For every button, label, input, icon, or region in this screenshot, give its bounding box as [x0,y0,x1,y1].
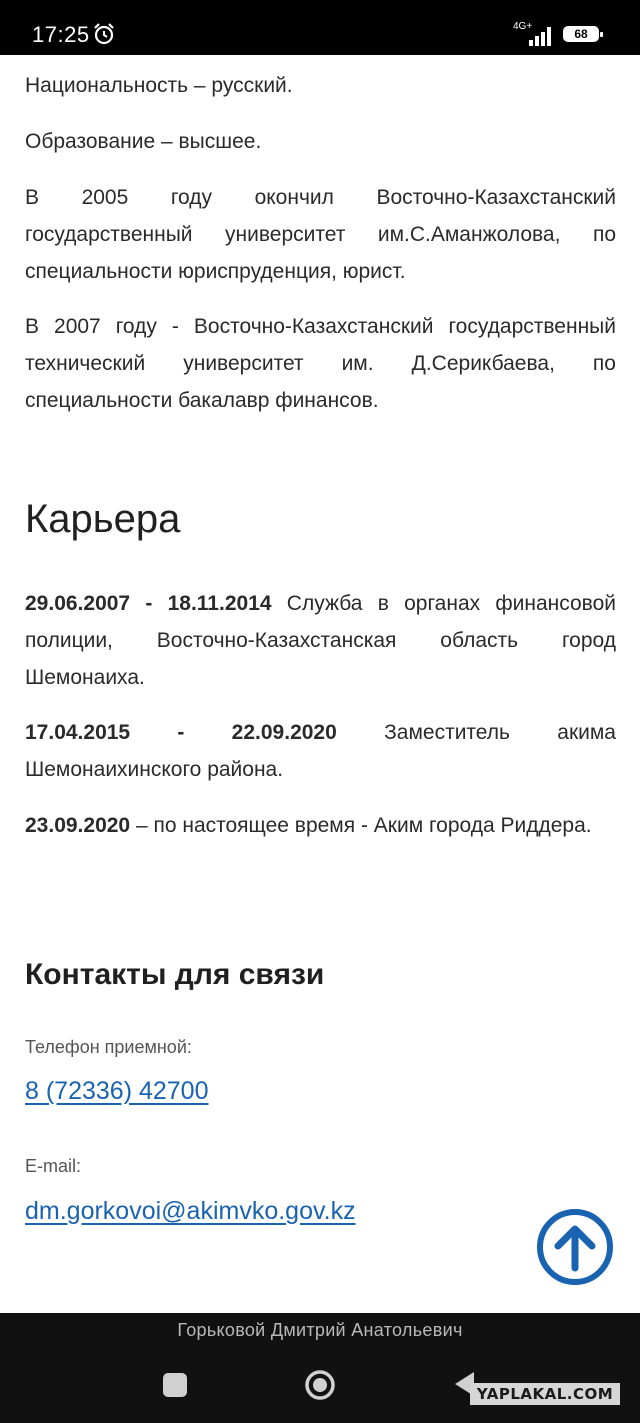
career-heading: Карьера [25,497,181,541]
career-item-dates: 17.04.2015 - 22.09.2020 [25,721,337,744]
nationality-text: Национальность – русский. [25,74,293,97]
career-item-text: Служба в органах финансовой полиции, Восточно-Казахстанская область город Шемонаиха. [25,592,616,689]
alarm-icon [92,22,116,46]
phone-link[interactable]: 8 (72336) 42700 [25,1077,209,1105]
education-entry-2007: В 2007 году - Восточно-Казахстанский государственный технический университет им. Д.Серикбаева, по специальности бакалавр финансов. [25,315,616,412]
career-item-text: Заместитель акима Шемонаихинского района. [25,721,616,781]
signal-icon [528,24,556,46]
career-item-dates: 29.06.2007 - 18.11.2014 [25,592,272,615]
battery-icon: 68 [563,26,599,42]
career-item [25,714,616,788]
watermark: YAPLAKAL.COM [470,1383,620,1405]
career-item-dates: 23.09.2020 [25,814,131,837]
career-item-text: – по настоящее время - Аким города Риддера. [130,814,592,837]
contacts-heading: Контакты для связи [25,958,325,991]
career-item [25,807,616,844]
home-icon[interactable] [304,1369,336,1401]
email-link[interactable]: dm.gorkovoi@akimvko.gov.kz [25,1197,356,1225]
scroll-to-top-button[interactable] [536,1208,614,1286]
phone-label: Телефон приемной: [25,1037,192,1057]
email-label: E-mail: [25,1156,82,1176]
bottom-bar [0,1313,640,1423]
page-caption: Горьковой Дмитрий Анатольевич [177,1320,463,1340]
status-bar [0,0,640,55]
network-type: 4G+ [513,21,533,32]
education-entry-2005: В 2005 году окончил Восточно-Казахстанский государственный университет им.С.Аманжолова, по специальности юриспруденция, юрист. [25,186,616,283]
education-text: Образование – высшее. [25,130,262,153]
status-time: 17:25 [32,22,90,47]
career-item [25,585,616,696]
recents-icon[interactable] [163,1373,187,1397]
